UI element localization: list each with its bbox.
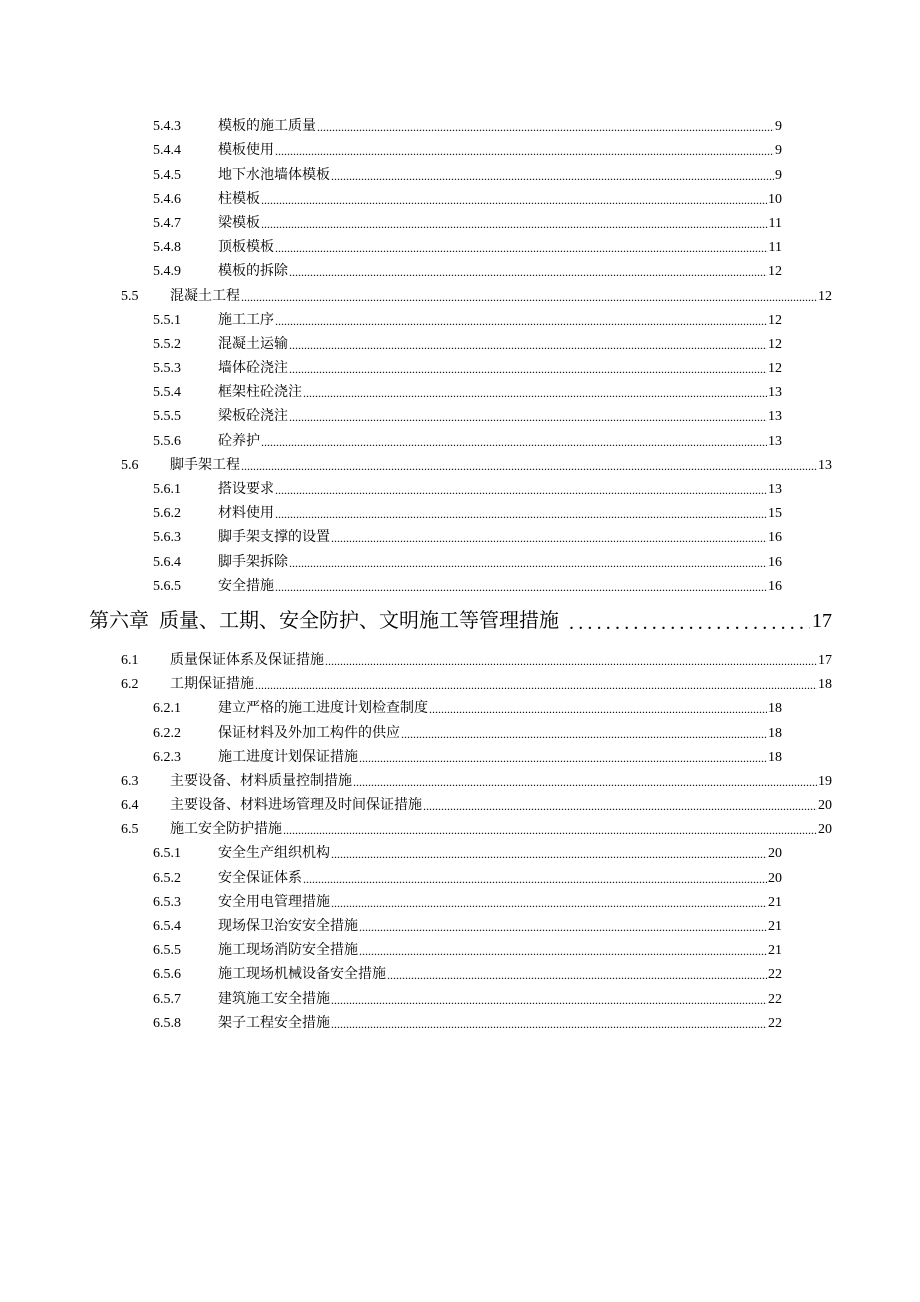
- toc-entry[interactable]: [0, 184, 782, 208]
- toc-entry[interactable]: [0, 159, 782, 183]
- toc-entry-page-number: 21: [768, 919, 782, 934]
- toc-entry-page-number: 20: [818, 822, 832, 838]
- toc-dot-leader: [241, 460, 817, 472]
- toc-entry-page-number: 12: [768, 312, 782, 328]
- toc-entry-page-number: 18: [818, 677, 832, 693]
- toc-entry-page-number: 11: [768, 240, 782, 256]
- toc-entry[interactable]: [0, 329, 782, 353]
- toc-entry-page-number: 19: [818, 773, 832, 789]
- toc-entry-title: 脚手架支撑的设置: [218, 530, 330, 546]
- toc-entry-page-number: 9: [775, 143, 782, 159]
- toc-entry[interactable]: [0, 862, 782, 886]
- toc-entry[interactable]: [0, 959, 782, 983]
- toc-entry-number: 6.5.5: [153, 943, 181, 959]
- toc-dot-leader: [275, 581, 767, 593]
- toc-entry[interactable]: [0, 571, 782, 595]
- toc-entry-page-number: 22: [768, 991, 782, 1007]
- toc-entry-page-number: 11: [768, 215, 782, 231]
- toc-entry[interactable]: [0, 742, 782, 766]
- toc-entry-page-number: 17: [818, 652, 832, 668]
- toc-entry-page-number: 12: [768, 361, 782, 377]
- toc-entry-page-number: 20: [818, 798, 832, 814]
- toc-entry[interactable]: [0, 280, 832, 304]
- toc-dot-leader: [317, 121, 774, 133]
- toc-entry-title: 质量保证体系及保证措施: [170, 652, 324, 668]
- toc-entry-title: 梁板砼浇注: [218, 409, 288, 425]
- toc-entry-number: 5.4.4: [153, 143, 181, 159]
- toc-dot-leader: [289, 411, 767, 423]
- toc-entry-number: 6.5.6: [153, 967, 181, 983]
- toc-dot-leader: [359, 945, 767, 957]
- toc-dot-leader: [401, 728, 767, 740]
- toc-entry-number: 6.5.7: [153, 991, 181, 1007]
- toc-entry-number: 6.5.2: [153, 870, 181, 886]
- toc-entry-number: 5.4.3: [153, 119, 181, 135]
- toc-entry-number: 6.5: [121, 822, 139, 838]
- toc-entry-page-number: 13: [768, 385, 782, 401]
- toc-entry-title: 安全措施: [218, 578, 274, 594]
- toc-entry-number: 5.6: [121, 457, 139, 473]
- toc-entry-number: 5.5: [121, 288, 139, 304]
- toc-entry-title: 保证材料及外加工构件的供应: [218, 725, 400, 741]
- toc-entry-number: 6.2: [121, 677, 139, 693]
- toc-entry-title: 主要设备、材料质量控制措施: [170, 773, 352, 789]
- toc-dot-leader: [275, 508, 767, 520]
- toc-dot-leader: [353, 776, 817, 788]
- toc-entry-number: 6.1: [121, 652, 139, 668]
- toc-entry-title: 现场保卫治安安全措施: [218, 919, 358, 934]
- toc-entry[interactable]: [0, 717, 782, 741]
- toc-entry-title: 搭设要求: [218, 482, 274, 497]
- toc-entry-number: 5.4.6: [153, 191, 181, 207]
- toc-dot-leader: [261, 218, 768, 230]
- toc-entry-page-number: 18: [768, 701, 782, 717]
- toc-entry-page-number: 12: [768, 264, 782, 280]
- toc-entry[interactable]: [0, 135, 782, 159]
- toc-entry-title: 框架柱砼浇注: [218, 385, 302, 401]
- toc-entry-title: 安全保证体系: [218, 870, 302, 886]
- toc-dot-leader: [429, 703, 767, 715]
- toc-entry[interactable]: [0, 425, 782, 449]
- toc-entry-page-number: 16: [768, 554, 782, 570]
- toc-entry[interactable]: [0, 645, 832, 669]
- toc-entry-number: 5.6.4: [153, 554, 181, 570]
- toc-entry-number: 6.5.3: [153, 894, 181, 910]
- toc-entry[interactable]: [0, 766, 832, 790]
- toc-entry-number: 6.3: [121, 773, 139, 789]
- toc-entry-number: 6.2.2: [153, 725, 181, 741]
- toc-entry-page-number: 21: [768, 894, 782, 910]
- toc-entry-page-number: 13: [768, 482, 782, 497]
- toc-entry-number: 5.5.4: [153, 385, 181, 401]
- toc-entry-title: 施工现场机械设备安全措施: [218, 967, 386, 983]
- toc-entry[interactable]: [0, 353, 782, 377]
- toc-entry-title: 混凝土运输: [218, 336, 288, 352]
- toc-entry[interactable]: [0, 522, 782, 546]
- toc-dot-leader: [255, 679, 817, 691]
- toc-entry-page-number: 22: [768, 1015, 782, 1031]
- toc-entry-title: 梁模板: [218, 215, 260, 231]
- toc-entry-number: 5.4.8: [153, 240, 181, 256]
- toc-entry-title: 墙体砼浇注: [218, 361, 288, 377]
- toc-entry[interactable]: [0, 474, 782, 498]
- toc-dot-leader: [387, 969, 767, 981]
- table-of-contents: [0, 111, 920, 1032]
- toc-entry-title: 安全生产组织机构: [218, 846, 330, 862]
- toc-entry-title: 建筑施工安全措施: [218, 991, 330, 1007]
- toc-entry-number: 6.5.8: [153, 1015, 181, 1031]
- toc-entry-number: 5.4.5: [153, 167, 181, 183]
- toc-entry-number: 6.5.4: [153, 919, 181, 934]
- toc-entry[interactable]: [0, 887, 782, 911]
- toc-entry-title: 质量、工期、安全防护、文明施工等管理措施: [159, 609, 559, 632]
- toc-entry-page-number: 13: [768, 433, 782, 449]
- toc-entry-page-number: 17: [812, 609, 832, 632]
- toc-entry[interactable]: [0, 1008, 782, 1032]
- toc-dot-leader: [289, 266, 767, 278]
- toc-entry-number: 5.5.2: [153, 336, 181, 352]
- toc-entry-number: 5.5.3: [153, 361, 181, 377]
- toc-entry-page-number: 12: [768, 336, 782, 352]
- toc-entry-title: 安全用电管理措施: [218, 894, 330, 910]
- toc-dot-leader: [359, 752, 767, 764]
- toc-entry-page-number: 21: [768, 943, 782, 959]
- toc-dot-leader: [423, 800, 817, 812]
- toc-entry-number: 6.2.1: [153, 701, 181, 717]
- toc-entry-title: 顶板模板: [218, 240, 274, 256]
- toc-entry-title: 架子工程安全措施: [218, 1015, 330, 1031]
- toc-dot-leader: [289, 363, 767, 375]
- toc-entry-title: 混凝土工程: [170, 288, 240, 304]
- toc-dot-leader: [261, 194, 767, 206]
- toc-entry-page-number: 16: [768, 578, 782, 594]
- toc-entry-page-number: 18: [768, 725, 782, 741]
- toc-entry-number: 6.5.1: [153, 846, 181, 862]
- toc-entry[interactable]: [0, 305, 782, 329]
- toc-entry-title: 柱模板: [218, 191, 260, 207]
- toc-dot-leader: [283, 824, 817, 836]
- toc-dot-leader: [275, 315, 767, 327]
- toc-entry[interactable]: [0, 693, 782, 717]
- toc-entry-title: 施工工序: [218, 312, 274, 328]
- toc-dot-leader: [331, 1018, 767, 1030]
- toc-entry[interactable]: [0, 377, 782, 401]
- toc-entry-title: 施工安全防护措施: [170, 822, 282, 838]
- toc-entry-number: 5.6.1: [153, 482, 181, 497]
- toc-entry-number: 5.6.2: [153, 506, 181, 522]
- toc-entry[interactable]: [0, 232, 782, 256]
- toc-entry-page-number: 22: [768, 967, 782, 983]
- toc-dot-leader: [303, 873, 767, 885]
- toc-entry-page-number: 9: [775, 119, 782, 135]
- toc-entry-title: 建立严格的施工进度计划检查制度: [218, 701, 428, 717]
- toc-entry-page-number: 20: [768, 870, 782, 886]
- toc-entry[interactable]: [0, 935, 782, 959]
- toc-dot-leader: [241, 291, 817, 303]
- toc-entry-title: 模板使用: [218, 143, 274, 159]
- toc-entry-page-number: 13: [818, 457, 832, 473]
- toc-dot-leader: [325, 655, 817, 667]
- toc-entry-title: 模板的拆除: [218, 264, 288, 280]
- toc-entry-number: 5.4.9: [153, 264, 181, 280]
- toc-dot-leader: [331, 897, 767, 909]
- toc-entry-number: 5.5.5: [153, 409, 181, 425]
- toc-entry-page-number: 15: [768, 506, 782, 522]
- toc-entry-page-number: 20: [768, 846, 782, 862]
- toc-entry-title: 砼养护: [218, 433, 260, 449]
- toc-entry-title: 工期保证措施: [170, 677, 254, 693]
- toc-entry-page-number: 9: [775, 167, 782, 183]
- toc-entry[interactable]: [0, 790, 832, 814]
- toc-dot-leader: [275, 484, 767, 496]
- toc-entry[interactable]: [0, 911, 782, 935]
- toc-dot-leader: [331, 848, 767, 860]
- toc-entry-title: 施工现场消防安全措施: [218, 943, 358, 959]
- toc-entry[interactable]: [0, 256, 782, 280]
- toc-dot-leader: [331, 994, 767, 1006]
- toc-entry-title: 材料使用: [218, 506, 274, 522]
- toc-entry-page-number: 10: [768, 191, 782, 207]
- toc-dot-leader: [331, 170, 774, 182]
- toc-dot-leader: [331, 532, 767, 544]
- toc-dot-leader: [569, 613, 810, 641]
- toc-entry-number: 5.6.5: [153, 578, 181, 594]
- toc-dot-leader: [359, 921, 767, 933]
- toc-entry-page-number: 16: [768, 530, 782, 546]
- toc-entry-number: 6.4: [121, 798, 139, 814]
- toc-entry-number: 5.4.7: [153, 215, 181, 231]
- toc-entry-page-number: 18: [768, 749, 782, 765]
- toc-entry-title: 脚手架工程: [170, 457, 240, 473]
- toc-dot-leader: [275, 145, 774, 157]
- toc-entry[interactable]: [0, 669, 832, 693]
- toc-entry-page-number: 12: [818, 288, 832, 304]
- toc-entry[interactable]: [0, 983, 782, 1007]
- toc-entry[interactable]: [0, 498, 782, 522]
- toc-dot-leader: [275, 242, 768, 254]
- toc-entry-number: 5.6.3: [153, 530, 181, 546]
- toc-entry[interactable]: [0, 546, 782, 570]
- toc-entry-page-number: 13: [768, 409, 782, 425]
- toc-entry-number: 第六章: [89, 609, 149, 632]
- toc-entry[interactable]: [0, 450, 832, 474]
- toc-entry-number: 5.5.1: [153, 312, 181, 328]
- toc-chapter-heading[interactable]: [0, 595, 832, 645]
- toc-dot-leader: [289, 339, 767, 351]
- toc-entry-title: 地下水池墙体模板: [218, 167, 330, 183]
- toc-entry[interactable]: [0, 814, 832, 838]
- toc-entry-title: 脚手架拆除: [218, 554, 288, 570]
- toc-entry[interactable]: [0, 401, 782, 425]
- toc-dot-leader: [289, 557, 767, 569]
- toc-entry[interactable]: [0, 111, 782, 135]
- toc-entry-title: 模板的施工质量: [218, 119, 316, 135]
- toc-entry-title: 主要设备、材料进场管理及时间保证措施: [170, 798, 422, 814]
- toc-entry[interactable]: [0, 208, 782, 232]
- toc-entry-number: 5.5.6: [153, 433, 181, 449]
- toc-entry[interactable]: [0, 838, 782, 862]
- toc-entry-number: 6.2.3: [153, 749, 181, 765]
- toc-entry-title: 施工进度计划保证措施: [218, 749, 358, 765]
- toc-dot-leader: [261, 436, 767, 448]
- toc-dot-leader: [303, 387, 767, 399]
